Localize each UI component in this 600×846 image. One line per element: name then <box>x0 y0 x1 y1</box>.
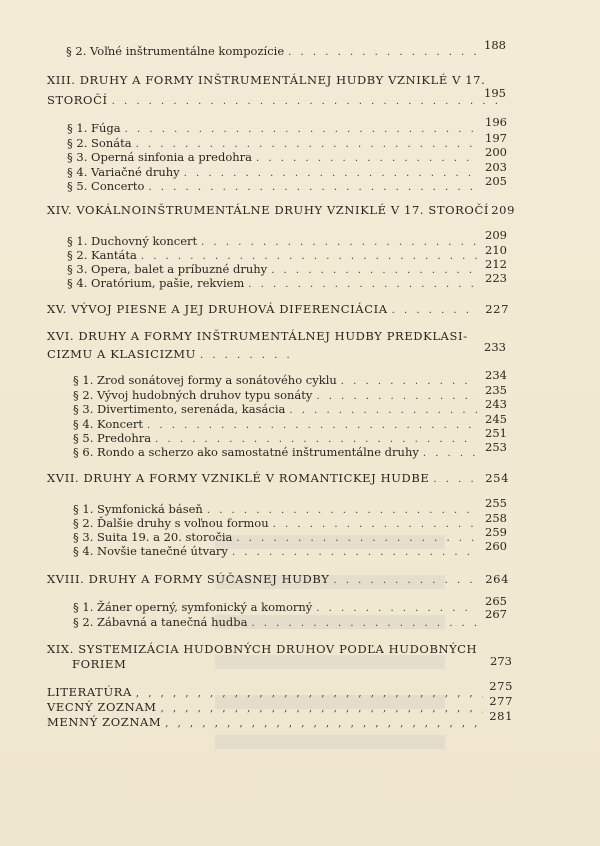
toc-entry <box>67 243 507 263</box>
toc-entry <box>67 174 507 194</box>
leader-dots <box>184 167 477 180</box>
toc-entry <box>67 145 507 165</box>
toc-chapter-page: 233 <box>484 340 506 354</box>
toc-entry-page: 277 <box>489 694 513 708</box>
toc-entry-backmatter <box>47 679 513 700</box>
toc-entry <box>67 257 507 277</box>
toc-entry-title: § 2. Kantáta <box>67 248 137 262</box>
toc-entry-title: § 1. Duchovný koncert <box>67 234 198 248</box>
toc-entry <box>67 271 507 291</box>
toc-entry-page: 209 <box>485 228 507 242</box>
toc-entry-page: 235 <box>485 383 507 397</box>
toc-chapter-title-cont: CIZMU A KLASICIZMU <box>47 347 196 361</box>
leader-dots <box>148 181 477 194</box>
toc-chapter-title-cont: FORIEM <box>72 657 127 671</box>
toc-entry-page: 251 <box>485 426 507 440</box>
toc-chapter-heading <box>47 330 509 343</box>
leader-dots <box>271 264 477 277</box>
toc-chapter-page: 209 <box>491 203 515 217</box>
toc-entry-title: § 3. Opera, balet a príbuzné druhy <box>67 262 268 276</box>
toc-entry-title: § 4. Novšie tanečné útvary <box>73 544 228 558</box>
toc-entry <box>73 496 507 517</box>
leader-dots <box>112 95 499 108</box>
toc-entry <box>73 426 507 446</box>
toc-entry-title: § 1. Fúga <box>67 121 121 135</box>
toc-entry-page: 197 <box>485 131 507 145</box>
toc-entry <box>67 228 507 249</box>
toc-entry <box>73 368 507 388</box>
toc-chapter-title: XIX. SYSTEMIZÁCIA HUDOBNÝCH DRUHOV PODĽA HUDOBNÝCH <box>47 642 478 656</box>
leader-dots <box>333 574 479 587</box>
toc-chapter-title-cont: STOROČÍ <box>47 93 108 107</box>
toc-entry <box>73 383 507 403</box>
leader-dots <box>200 349 293 362</box>
leader-dots <box>423 447 477 460</box>
toc-chapter-heading <box>47 573 509 587</box>
leader-dots <box>289 404 477 417</box>
toc-entry-title: § 4. Koncert <box>73 417 144 431</box>
toc-entry-title: § 2. Sonáta <box>67 136 132 150</box>
toc-chapter-page: 195 <box>484 86 506 100</box>
leader-dots <box>316 602 477 615</box>
toc-entry-page: 188 <box>484 38 506 52</box>
toc-entry <box>73 594 507 615</box>
toc-entry-page: 223 <box>485 271 507 285</box>
leader-dots <box>251 617 477 630</box>
toc-entry-title: § 1. Zrod sonátovej formy a sonátového cyklu <box>73 373 337 387</box>
toc-entry-title: § 2. Voľné inštrumentálne kompozície <box>66 44 285 58</box>
leader-dots <box>256 152 477 165</box>
leader-dots <box>248 278 477 291</box>
toc-entry-title: § 4. Oratórium, pašie, rekviem <box>67 276 245 290</box>
toc-entry-title: § 3. Operná sinfonia a predohra <box>67 150 253 164</box>
toc-entry-page: 255 <box>485 496 507 510</box>
toc-entry <box>73 412 507 432</box>
leader-dots <box>288 46 476 59</box>
toc-chapter-title: XVII. DRUHY A FORMY VZNIKLÉ V ROMANTICKEJ HUDBE <box>47 471 430 485</box>
toc-entry-title: § 2. Ďalšie druhy s voľnou formou <box>73 516 269 530</box>
toc-entry <box>67 131 507 151</box>
toc-entry-backmatter <box>47 694 513 715</box>
toc-entry <box>73 440 507 460</box>
toc-chapter-title: XVIII. DRUHY A FORMY SÚČASNEJ HUDBY <box>47 572 330 586</box>
leader-dots <box>341 375 477 388</box>
toc-entry <box>73 525 507 545</box>
leader-dots <box>232 546 477 559</box>
toc-entry-page: 259 <box>485 525 507 539</box>
toc-entry-title: § 5. Predohra <box>73 431 152 445</box>
toc-entry <box>67 160 507 180</box>
toc-chapter-continuation <box>47 94 503 108</box>
leader-dots <box>433 473 479 486</box>
toc-entry-title: § 1. Žáner operný, symfonický a komorný <box>73 600 313 614</box>
toc-chapter-page: 264 <box>485 572 509 586</box>
toc-chapter-page: 254 <box>485 471 509 485</box>
toc-entry-title: MENNÝ ZOZNAM <box>47 715 162 729</box>
toc-entry-page: 196 <box>485 115 507 129</box>
toc-chapter-heading <box>47 74 487 87</box>
toc-chapter-title: XIV. VOKÁLNOINŠTRUMENTÁLNE DRUHY VZNIKLÉ V 17. STOROČÍ <box>47 203 489 217</box>
toc-chapter-heading <box>47 203 515 217</box>
toc-chapter-heading <box>47 643 509 656</box>
toc-entry-title: § 5. Concerto <box>67 179 145 193</box>
leader-commas <box>165 717 483 730</box>
leader-commas <box>136 687 483 700</box>
toc-entry-page: 234 <box>485 368 507 382</box>
toc-entry-page: 203 <box>485 160 507 174</box>
toc-entry-title: § 4. Variačné druhy <box>67 165 180 179</box>
toc-entry-title: VECNÝ ZOZNAM <box>47 700 157 714</box>
toc-entry-title: § 6. Rondo a scherzo ako samostatné inštrumentálne druhy <box>73 445 419 459</box>
toc-chapter-heading <box>47 472 509 486</box>
toc-chapter-heading <box>47 303 509 317</box>
toc-entry-page: 243 <box>485 397 507 411</box>
toc-entry <box>73 397 507 417</box>
toc-chapter-title: XV. VÝVOJ PIESNE A JEJ DRUHOVÁ DIFERENCIÁCIA <box>47 302 388 316</box>
toc-entry <box>73 539 507 559</box>
leader-dots <box>316 390 477 403</box>
leader-commas <box>161 702 483 715</box>
toc-entry-page: 265 <box>485 594 507 608</box>
toc-entry-page: 281 <box>489 709 513 723</box>
leader-dots <box>147 419 477 432</box>
toc-entry-page: 210 <box>485 243 507 257</box>
toc-entry-title: § 1. Symfonická báseň <box>73 502 203 516</box>
toc-entry <box>66 38 506 59</box>
toc-entry-backmatter <box>47 709 513 730</box>
toc-chapter-title: XIII. DRUHY A FORMY INŠTRUMENTÁLNEJ HUDBY VZNIKLÉ V 17. <box>47 73 486 87</box>
toc-entry-title: § 2. Vývoj hudobných druhov typu sonáty <box>73 388 313 402</box>
leader-dots <box>392 304 479 317</box>
leader-dots <box>273 518 477 531</box>
leader-dots <box>236 532 477 545</box>
toc-entry <box>67 115 507 136</box>
toc-entry-title: § 3. Suita 19. a 20. storočia <box>73 530 233 544</box>
toc-entry-page: 212 <box>485 257 507 271</box>
leader-dots <box>201 236 477 249</box>
toc-chapter-title: XVI. DRUHY A FORMY INŠTRUMENTÁLNEJ HUDBY PREDKLASI- <box>47 329 468 343</box>
toc-entry-title: § 2. Zábavná a tanečná hudba <box>73 615 248 629</box>
toc-entry <box>73 511 507 531</box>
leader-dots <box>125 123 477 136</box>
toc-entry-page: 205 <box>485 174 507 188</box>
toc-entry-page: 253 <box>485 440 507 454</box>
toc-entry-title: LITERATÚRA <box>47 685 132 699</box>
toc-chapter-page: 273 <box>490 654 512 668</box>
toc-entry-page: 258 <box>485 511 507 525</box>
toc-entry-page: 260 <box>485 539 507 553</box>
toc-entry-page: 245 <box>485 412 507 426</box>
toc-chapter-continuation <box>47 348 297 362</box>
toc-entry-page: 267 <box>485 607 507 621</box>
toc-entry-page: 275 <box>489 679 513 693</box>
toc-chapter-continuation <box>72 658 272 671</box>
toc-entry-page: 200 <box>485 145 507 159</box>
toc-chapter-page: 227 <box>485 302 509 316</box>
toc-entry-title: § 3. Divertimento, serenáda, kasácia <box>73 402 286 416</box>
